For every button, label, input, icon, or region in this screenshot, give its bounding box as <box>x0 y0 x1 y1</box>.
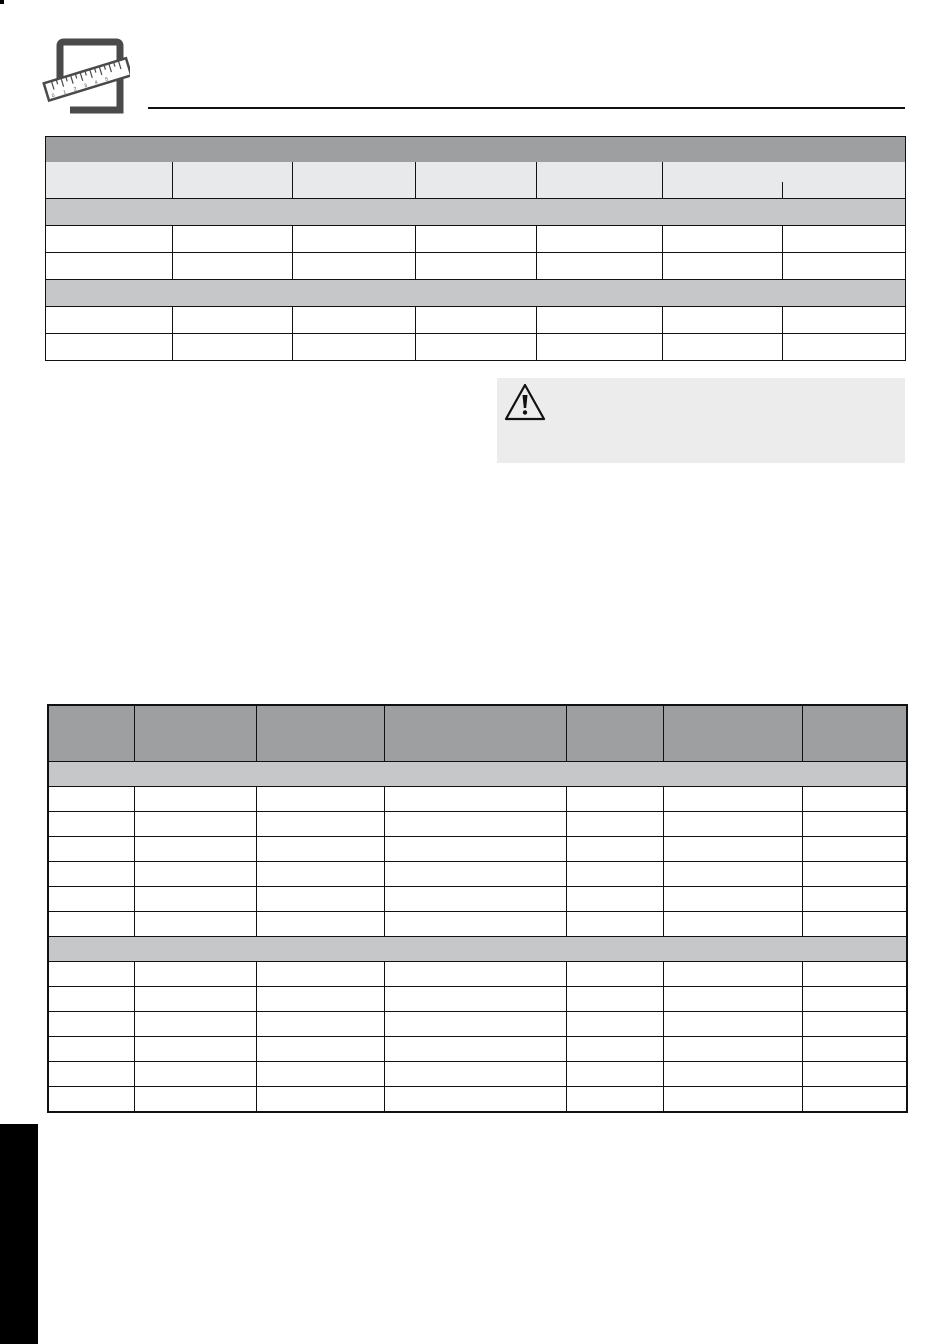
table-cell <box>566 962 663 987</box>
table-cell <box>134 812 256 837</box>
table-cell <box>566 837 663 862</box>
table-row <box>46 307 906 334</box>
section-row <box>46 199 906 226</box>
table-cell <box>566 912 663 937</box>
table-cell <box>134 1062 256 1087</box>
table-cell <box>256 987 384 1012</box>
table-cell <box>537 253 663 280</box>
table-cell <box>384 987 566 1012</box>
table-cell <box>802 1037 907 1062</box>
warning-triangle-icon <box>503 382 547 422</box>
table-cell <box>566 1062 663 1087</box>
column-header <box>537 162 663 199</box>
table-cell <box>566 787 663 812</box>
table-cell <box>663 307 783 334</box>
table-cell <box>802 962 907 987</box>
table-cell <box>256 912 384 937</box>
table-cell <box>134 912 256 937</box>
table-cell <box>783 334 906 361</box>
ruler-mark: 4 <box>94 79 99 87</box>
chapter-side-tab <box>0 1124 38 1344</box>
table-row <box>48 1062 907 1087</box>
table-cell <box>384 912 566 937</box>
column-header <box>802 705 907 762</box>
table-cell <box>566 887 663 912</box>
table-row <box>46 253 906 280</box>
table-cell <box>384 862 566 887</box>
column-header <box>256 705 384 762</box>
table-cell <box>566 1012 663 1037</box>
corner-mark <box>0 0 4 4</box>
table-cell <box>46 226 173 253</box>
table-row <box>48 837 907 862</box>
column-header <box>416 162 537 199</box>
section-row <box>48 762 907 787</box>
table-cell <box>134 987 256 1012</box>
table-cell <box>384 1087 566 1113</box>
table-cell <box>802 912 907 937</box>
table-cell <box>537 226 663 253</box>
table-cell <box>416 334 537 361</box>
table-cell <box>802 862 907 887</box>
table-cell <box>537 307 663 334</box>
table-cell <box>663 1062 802 1087</box>
table-cell <box>384 787 566 812</box>
table-cell <box>256 887 384 912</box>
section-row <box>48 937 907 962</box>
table-cell <box>663 837 802 862</box>
table-row <box>48 912 907 937</box>
table-cell <box>802 1062 907 1087</box>
column-header <box>173 162 293 199</box>
table-cell <box>256 962 384 987</box>
table-cell <box>416 253 537 280</box>
table-cell <box>802 1012 907 1037</box>
spec-table-title <box>46 137 906 163</box>
table-cell <box>384 887 566 912</box>
table-cell <box>384 1037 566 1062</box>
column-header <box>384 705 566 762</box>
spec-table-title-row <box>46 137 906 163</box>
table-cell <box>48 812 134 837</box>
table-cell <box>416 307 537 334</box>
table-cell <box>663 962 802 987</box>
table-cell <box>134 1037 256 1062</box>
table-cell <box>173 334 293 361</box>
table-cell <box>46 307 173 334</box>
column-header <box>566 705 663 762</box>
table-cell <box>48 862 134 887</box>
table-cell <box>48 887 134 912</box>
column-header <box>46 162 173 199</box>
table-cell <box>783 226 906 253</box>
table-cell <box>663 226 783 253</box>
table-row <box>48 1012 907 1037</box>
ruler-mark: 3 <box>83 82 89 90</box>
table-cell <box>802 887 907 912</box>
table-cell <box>134 962 256 987</box>
table-cell <box>802 1087 907 1113</box>
table-row <box>46 334 906 361</box>
table-cell <box>256 837 384 862</box>
table-cell <box>46 334 173 361</box>
column-header <box>134 705 256 762</box>
column-header <box>48 705 134 762</box>
table-cell <box>802 787 907 812</box>
ruler-mark: 0 <box>51 92 56 100</box>
table-cell <box>134 787 256 812</box>
warning-box <box>497 378 905 463</box>
table-row <box>46 226 906 253</box>
table-row <box>48 887 907 912</box>
spec-table-header-row <box>46 162 906 199</box>
table-cell <box>663 912 802 937</box>
table-cell <box>293 307 416 334</box>
spec-table <box>45 136 906 361</box>
table-cell <box>663 1087 802 1113</box>
column-header <box>663 162 783 199</box>
section-row <box>46 280 906 307</box>
table-cell <box>802 987 907 1012</box>
table-cell <box>783 253 906 280</box>
table-cell <box>663 862 802 887</box>
column-header <box>663 705 802 762</box>
table-cell <box>48 1037 134 1062</box>
section-label <box>46 280 906 307</box>
table-row <box>48 862 907 887</box>
table-cell <box>566 1037 663 1062</box>
table-cell <box>256 1087 384 1113</box>
section-label <box>48 937 907 962</box>
table-cell <box>134 1087 256 1113</box>
data-table <box>47 704 908 1113</box>
table-cell <box>663 1012 802 1037</box>
table-cell <box>48 1087 134 1113</box>
ruler-in-frame-icon <box>40 38 130 114</box>
table-cell <box>566 812 663 837</box>
table-cell <box>256 1062 384 1087</box>
table-cell <box>663 1037 802 1062</box>
table-cell <box>256 787 384 812</box>
table-cell <box>48 987 134 1012</box>
table-cell <box>173 253 293 280</box>
ruler-mark: 1 <box>62 89 67 96</box>
table-cell <box>134 837 256 862</box>
table-cell <box>134 887 256 912</box>
data-table-header-row <box>48 705 907 762</box>
table-row <box>48 1037 907 1062</box>
table-cell <box>663 253 783 280</box>
table-row <box>48 787 907 812</box>
table-cell <box>173 226 293 253</box>
table-cell <box>173 307 293 334</box>
table-row <box>48 1087 907 1113</box>
table-cell <box>293 253 416 280</box>
table-cell <box>663 812 802 837</box>
section-label <box>48 762 907 787</box>
table-cell <box>134 862 256 887</box>
table-cell <box>48 962 134 987</box>
table-cell <box>384 812 566 837</box>
column-header <box>783 162 906 199</box>
table-cell <box>537 334 663 361</box>
table-cell <box>46 253 173 280</box>
table-cell <box>256 812 384 837</box>
table-cell <box>48 787 134 812</box>
table-cell <box>663 987 802 1012</box>
table-cell <box>663 334 783 361</box>
table-cell <box>48 1012 134 1037</box>
table-cell <box>48 837 134 862</box>
table-cell <box>256 1012 384 1037</box>
table-cell <box>802 812 907 837</box>
table-cell <box>416 226 537 253</box>
ruler-mark: 5 <box>104 76 110 83</box>
header-rule <box>148 107 905 109</box>
table-cell <box>566 1087 663 1113</box>
table-cell <box>48 1062 134 1087</box>
table-cell <box>48 912 134 937</box>
table-cell <box>783 307 906 334</box>
table-row <box>48 962 907 987</box>
section-label <box>46 199 906 226</box>
table-cell <box>384 962 566 987</box>
table-row <box>48 812 907 837</box>
ruler-mark: 2 <box>73 86 78 93</box>
table-cell <box>566 987 663 1012</box>
table-cell <box>802 837 907 862</box>
subheader-divider <box>782 182 783 198</box>
table-cell <box>384 1012 566 1037</box>
table-cell <box>293 226 416 253</box>
table-cell <box>256 862 384 887</box>
table-cell <box>293 334 416 361</box>
table-cell <box>663 787 802 812</box>
table-cell <box>256 1037 384 1062</box>
column-header <box>293 162 416 199</box>
table-cell <box>384 1062 566 1087</box>
table-cell <box>384 837 566 862</box>
table-row <box>48 987 907 1012</box>
table-cell <box>566 862 663 887</box>
table-cell <box>663 887 802 912</box>
table-cell <box>134 1012 256 1037</box>
